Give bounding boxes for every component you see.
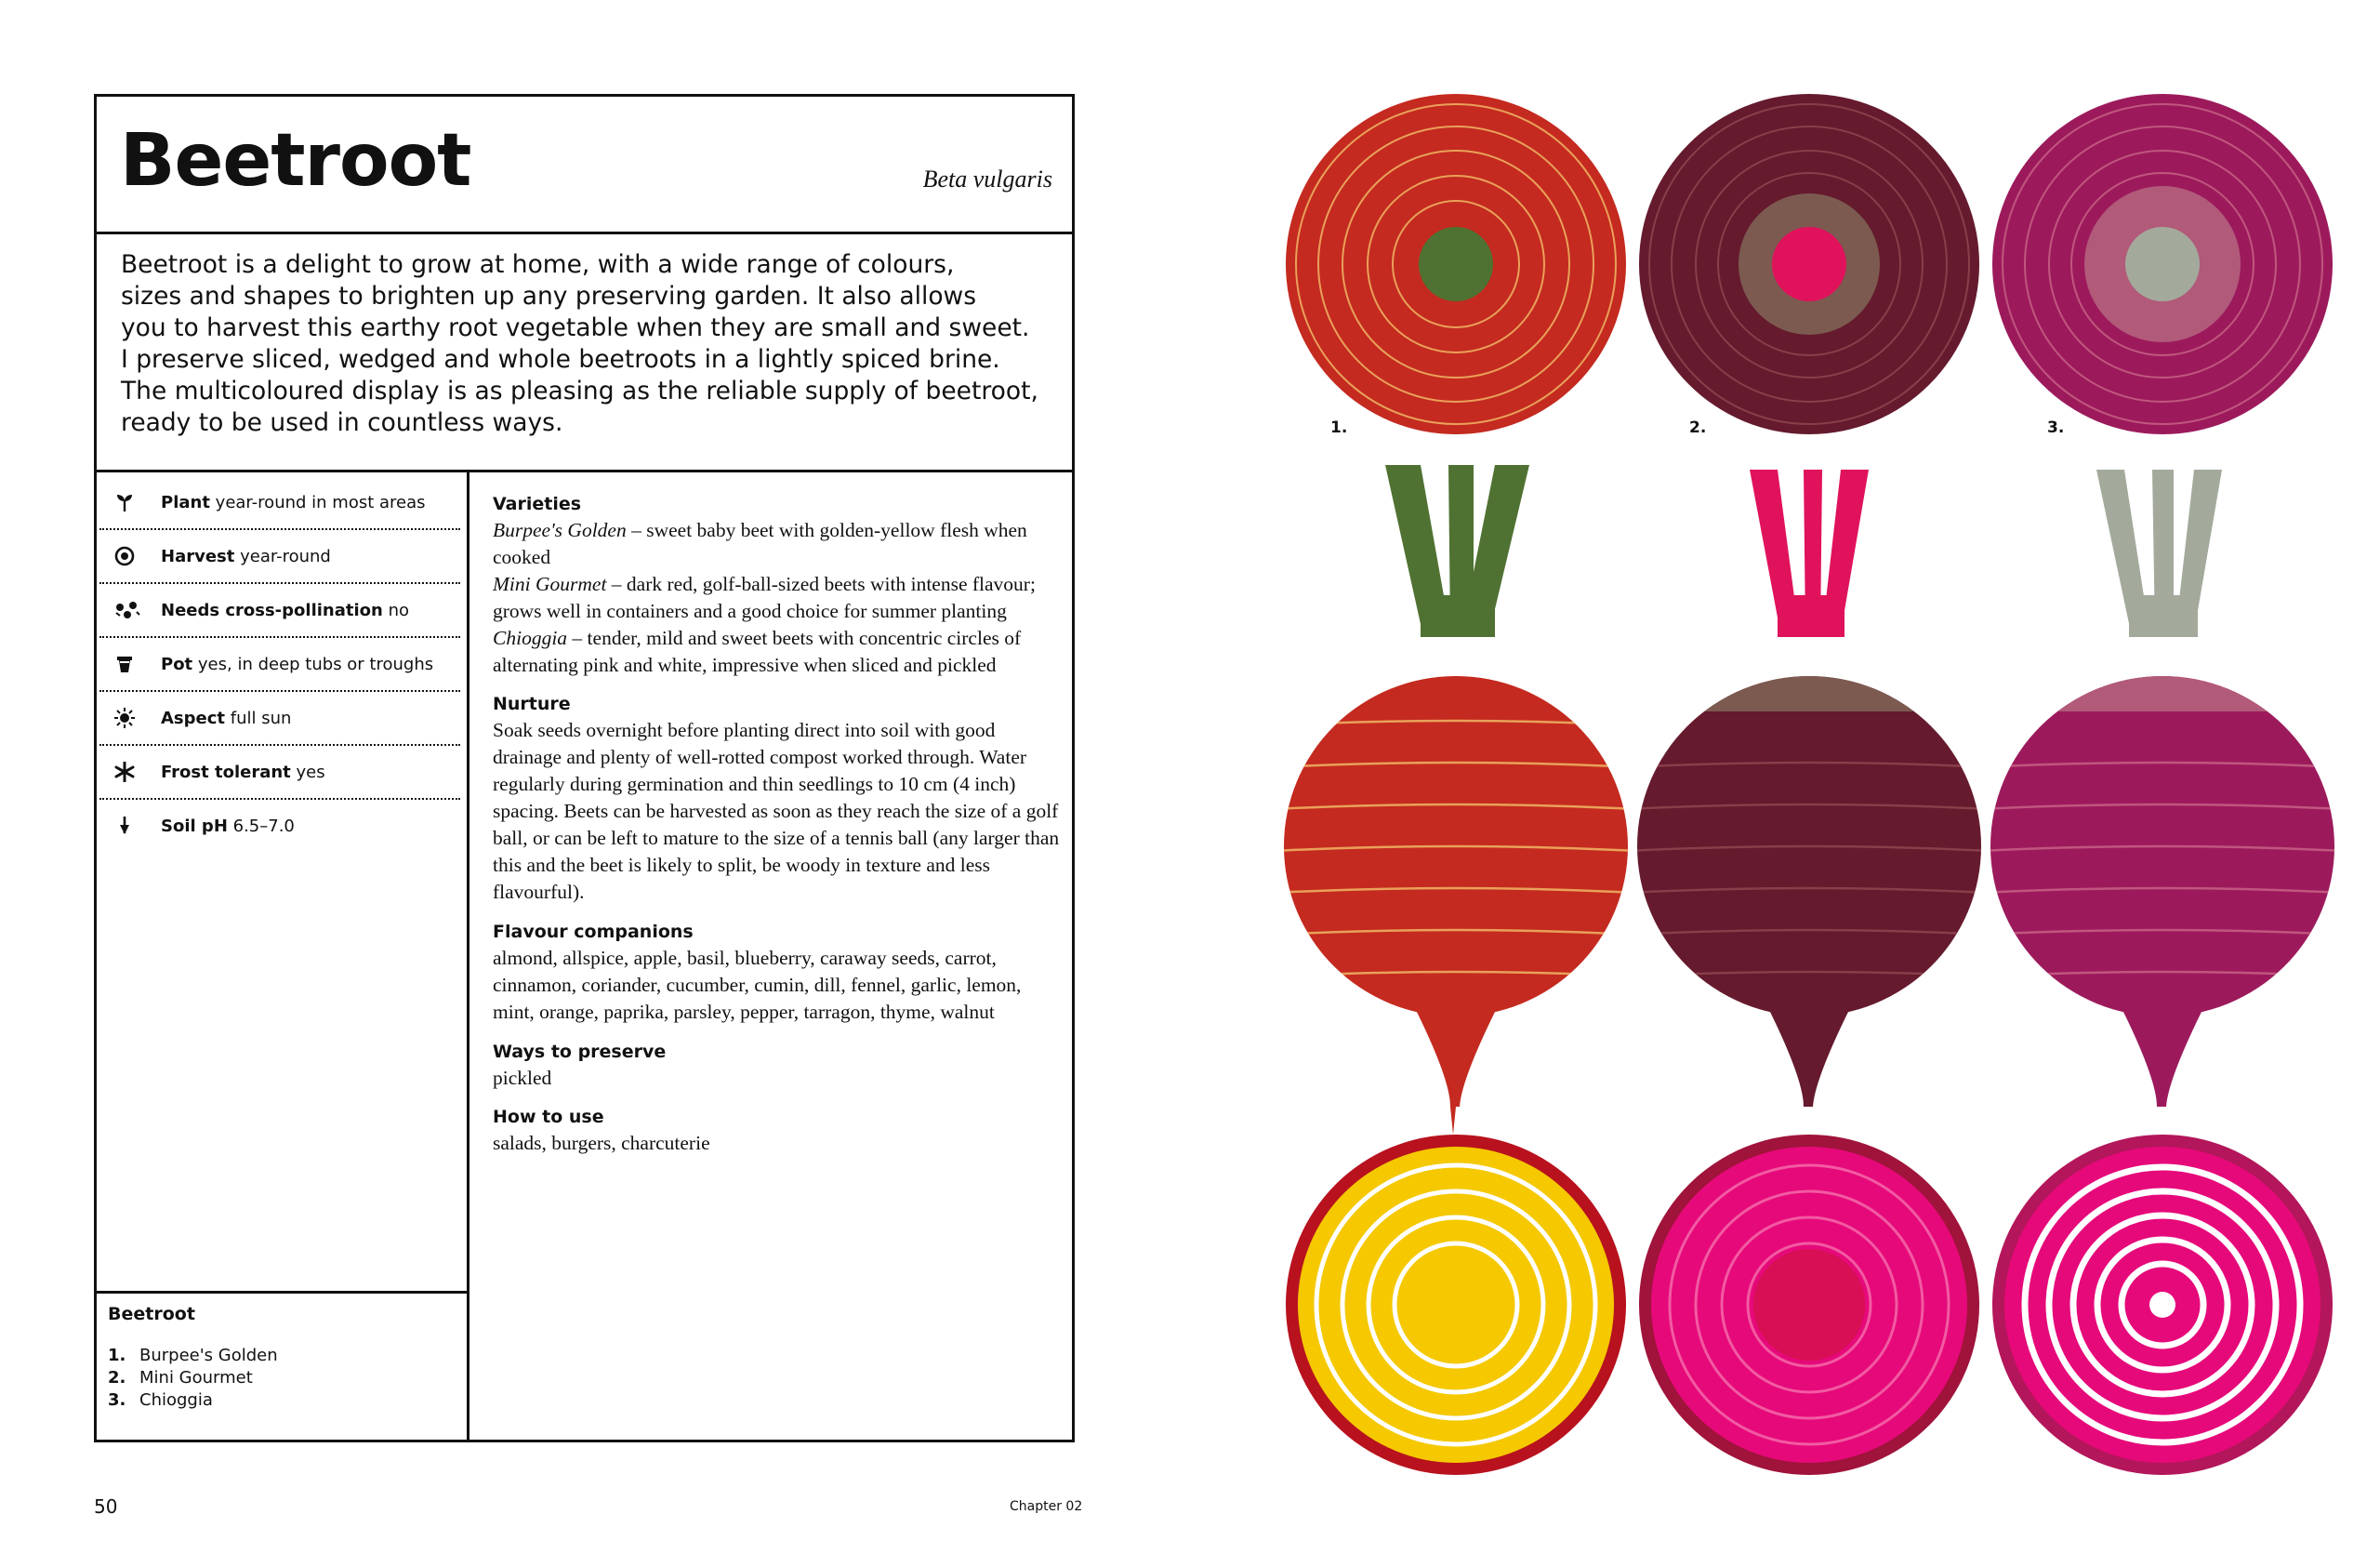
whole-beet-3 [1980, 470, 2352, 1107]
pollination-icon [114, 600, 140, 620]
slice-bottom-1 [1286, 1135, 1626, 1475]
fact-pollination [99, 584, 460, 638]
fact-pot [99, 638, 460, 692]
page-title: Beetroot [120, 119, 471, 203]
pot-icon [114, 654, 135, 674]
intro-line: I preserve sliced, wedged and whole beetroots in a lightly spiced brine. [121, 345, 1000, 374]
intro-text [121, 249, 1041, 439]
sun-icon [114, 708, 135, 728]
intro-line: The multicoloured display is as pleasing as the reliable supply of beetroot, [121, 377, 1038, 405]
fact-plant [99, 476, 460, 530]
nurture-text: Soak seeds overnight before planting direct into soil with good drainage and plenty of well-rotted compost worked through. Water regularly during germination and thin seedlings to 10 cm (4 inch) spacing. Beets can be harvested as soon as they reach the size of a golf ball, or can be left to mature to the size of a tennis ball (any larger than this and the beet is likely to split, be woody in texture and less flavourful). [493, 719, 1060, 903]
slice-top-1 [1286, 94, 1626, 434]
legend-name: Mini Gourmet [139, 1368, 253, 1388]
intro-line: sizes and shapes to brighten up any preserving garden. It also allows [121, 282, 977, 311]
variety-name: Chioggia [493, 626, 568, 649]
slice-top-3 [1992, 94, 2333, 434]
legend-number: 2. [108, 1368, 126, 1388]
fact-label: Needs cross-pollination [161, 601, 383, 620]
fact-frost [99, 746, 460, 800]
fact-label: Aspect [161, 709, 226, 728]
howto-heading: How to use [493, 1107, 604, 1128]
intro-line: ready to be used in countless ways. [121, 408, 563, 437]
sprout-icon [114, 492, 135, 512]
fact-value: yes [296, 763, 325, 782]
fact-aspect [99, 692, 460, 746]
beetroot-illustration [1264, 74, 2380, 1516]
slice-bottom-2 [1639, 1135, 1979, 1475]
varieties-text [493, 517, 1060, 678]
snowflake-icon [114, 762, 135, 782]
details-column [493, 491, 1060, 1170]
illustration-number: 3. [2047, 418, 2065, 437]
fact-label: Frost tolerant [161, 763, 291, 782]
legend-item [108, 1389, 461, 1412]
varieties-heading: Varieties [493, 494, 582, 514]
fact-label: Plant [161, 493, 210, 512]
intro-line: you to harvest this earthy root vegetable when they are small and sweet. [121, 313, 1030, 342]
slice-top-2 [1639, 94, 1979, 434]
divider [467, 470, 469, 1442]
variety-desc: – tender, mild and sweet beets with concentric circles of alternating pink and white, impressive when sliced and pickled [493, 626, 1022, 676]
fact-value: year-round [240, 547, 331, 566]
chapter-label: Chapter 02 [1010, 1499, 1083, 1514]
fact-value: year-round in most areas [215, 493, 426, 512]
intro-line: Beetroot is a delight to grow at home, with a wide range of colours, [121, 250, 955, 279]
preserve-heading: Ways to preserve [493, 1041, 667, 1062]
fact-list [99, 476, 460, 854]
variety-name: Burpee's Golden [493, 519, 627, 541]
whole-beet-2 [1627, 470, 1999, 1107]
flavour-heading: Flavour companions [493, 921, 694, 942]
fact-label: Soil pH [161, 817, 228, 836]
nurture-heading: Nurture [493, 694, 571, 715]
legend-title: Beetroot [108, 1304, 195, 1324]
divider [94, 470, 1075, 472]
variety-desc: – sweet baby beet with golden-yellow flesh when cooked [493, 519, 1027, 568]
harvest-icon [114, 546, 135, 566]
illustration-number: 1. [1330, 418, 1348, 437]
illustration-number: 2. [1689, 418, 1707, 437]
fact-value: yes, in deep tubs or troughs [197, 655, 434, 674]
legend-name: Burpee's Golden [139, 1346, 278, 1365]
legend-item [108, 1367, 461, 1389]
fact-label: Pot [161, 655, 193, 674]
legend-item [108, 1345, 461, 1367]
variety-desc: – dark red, golf-ball-sized beets with intense flavour; grows well in containers and a good choice for summer planting [493, 572, 1036, 622]
variety-name: Mini Gourmet [493, 572, 607, 595]
fact-soil [99, 800, 460, 854]
legend-number: 1. [108, 1346, 126, 1365]
page-number: 50 [94, 1495, 118, 1518]
whole-beet-1 [1274, 465, 1636, 1135]
illustration-legend [108, 1304, 461, 1412]
legend-name: Chioggia [139, 1390, 213, 1410]
fact-label: Harvest [161, 547, 235, 566]
soil-icon [114, 816, 135, 836]
preserve-text: pickled [493, 1066, 552, 1089]
flavour-text: almond, allspice, apple, basil, blueberry, caraway seeds, carrot, cinnamon, coriander, cucumber, cumin, dill, fennel, garlic, lemon, mint, orange, paprika, parsley, pepper, tarragon, thyme, walnut [493, 946, 1022, 1023]
legend-number: 3. [108, 1390, 126, 1410]
fact-value: 6.5–7.0 [232, 817, 295, 836]
fact-value: full sun [230, 709, 292, 728]
slice-bottom-3 [1992, 1135, 2333, 1475]
fact-value: no [388, 601, 409, 620]
latin-name: Beta vulgaris [922, 166, 1052, 193]
howto-text: salads, burgers, charcuterie [493, 1132, 710, 1155]
divider [94, 1291, 468, 1294]
fact-harvest [99, 530, 460, 584]
divider [94, 232, 1075, 234]
